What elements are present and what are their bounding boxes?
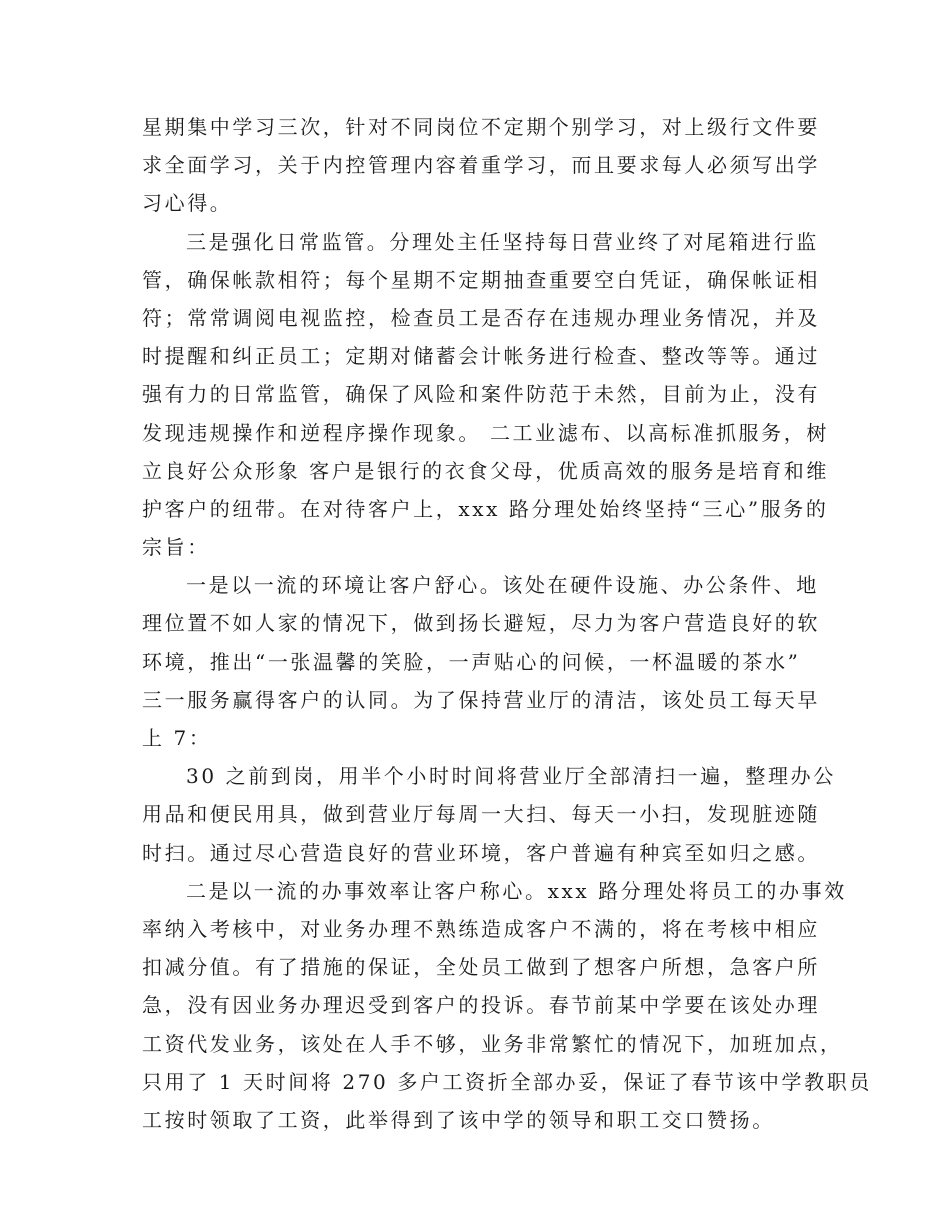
text-line: 30 之前到岗，用半个小时时间将营业厅全部清扫一遍，整理办公 <box>186 764 836 789</box>
text-line: 急，没有因业务办理迟受到客户的投诉。春节前某中学要在该处办理 <box>142 993 820 1018</box>
text-line: 星期集中学习三次，针对不同岗位不定期个别学习，对上级行文件要 <box>142 115 820 139</box>
text-line: 只用了 1 天时间将 270 多户工资折全部办妥，保证了春节该中学教职员 <box>142 1069 872 1094</box>
text-line: 习心得。 <box>142 191 233 216</box>
text-line: 求全面学习，关于内控管理内容着重学习，而且要求每人必须写出学 <box>142 153 820 178</box>
text-line: 工资代发业务，该处在人手不够，业务非常繁忙的情况下，加班加点， <box>142 1031 843 1056</box>
text-line: 符；常常调阅电视监控，检查员工是否存在违规办理业务情况，并及 <box>142 305 820 330</box>
text-line: 管，确保帐款相符；每个星期不定期抽查重要空白凭证，确保帐证相 <box>142 267 820 292</box>
text-line: 立良好公众形象 客户是银行的衣食父母，优质高效的服务是培育和维 <box>142 458 829 483</box>
text-line: 强有力的日常监管，确保了风险和案件防范于未然，目前为止，没有 <box>142 382 820 407</box>
text-line: 发现违规操作和逆程序操作现象。 二工业滤布、以高标准抓服务，树 <box>142 420 829 445</box>
text-line: 环境，推出“一张温馨的笑脸，一声贴心的问候，一杯温暖的茶水” <box>142 649 801 674</box>
text-line: 扣减分值。有了措施的保证，全处员工做到了想客户所想，急客户所 <box>142 955 820 980</box>
text-line: 时扫。通过尽心营造良好的营业环境，客户普遍有种宾至如归之感。 <box>142 840 820 865</box>
text-line: 一是以一流的环境让客户舒心。该处在硬件设施、办公条件、地 <box>186 573 819 598</box>
text-line: 护客户的纽带。在对待客户上，xxx 路分理处始终坚持“三心”服务的 <box>142 496 829 521</box>
text-line: 理位置不如人家的情况下，做到扬长避短，尽力为客户营造良好的软 <box>142 611 820 636</box>
text-line: 用品和便民用具，做到营业厅每周一大扫、每天一小扫，发现脏迹随 <box>142 802 820 827</box>
text-line: 三是强化日常监管。分理处主任坚持每日营业终了对尾箱进行监 <box>186 229 819 254</box>
text-line: 二是以一流的办事效率让客户称心。xxx 路分理处将员工的办事效 <box>186 878 847 903</box>
text-line: 率纳入考核中，对业务办理不熟练造成客户不满的，将在考核中相应 <box>142 916 820 941</box>
document-body <box>142 108 872 1139</box>
text-line: 工按时领取了工资，此举得到了该中学的领导和职工交口赞扬。 <box>142 1107 775 1132</box>
text-line: 宗旨： <box>142 535 210 560</box>
text-line: 三一服务赢得客户的认同。为了保持营业厅的清洁，该处员工每天早 <box>142 687 820 712</box>
text-line: 上 7： <box>142 726 212 750</box>
text-line: 时提醒和纠正员工；定期对储蓄会计帐务进行检查、整改等等。通过 <box>142 344 820 369</box>
